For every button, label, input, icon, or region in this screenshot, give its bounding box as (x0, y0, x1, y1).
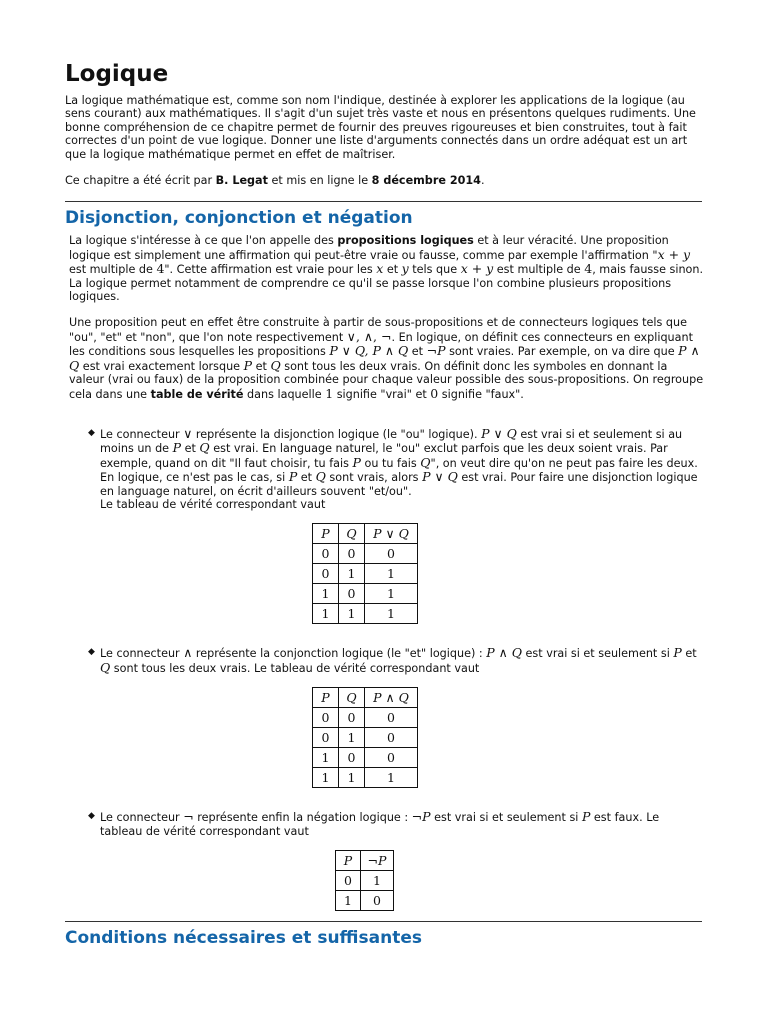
bullet-icon: ◆ (88, 811, 95, 822)
table-header-row (336, 850, 394, 870)
math: P ∧ Q (486, 645, 522, 661)
table-row (313, 564, 418, 584)
table-cell: 1 (313, 604, 339, 624)
math: Q (270, 357, 281, 373)
text: signifie "vrai" et (333, 387, 431, 401)
table-row (313, 544, 418, 564)
bullet-icon: ◆ (88, 427, 95, 438)
math: ¬P (426, 343, 446, 359)
math: ¬P (411, 809, 431, 825)
credit-mid: et mis en ligne le (267, 174, 372, 188)
table-cell: 1 (313, 584, 339, 604)
text: est vrai. En language naturel, le "ou" exclut parfois que les deux soient vrais. Par exemple, quand on dit "Il faut choisir, tu fais (100, 442, 668, 470)
math: P ∨ Q (422, 469, 458, 485)
table-header-cell: Q (339, 524, 365, 544)
math: ∨ (183, 425, 193, 441)
list-item-and (65, 646, 702, 788)
text: sont vrais, alors (325, 471, 423, 485)
paragraph-connecteurs (69, 316, 705, 400)
math: Q (315, 469, 326, 485)
text: La logique s'intéresse à ce que l'on appelle des (69, 234, 338, 248)
table-row (313, 708, 418, 728)
text: et (408, 345, 427, 359)
text: Le connecteur (100, 811, 184, 825)
math: P ∨ Q (481, 425, 517, 441)
text: Le connecteur (100, 427, 184, 441)
math: P (288, 469, 298, 485)
text: est multiple de (493, 263, 585, 277)
math: x (376, 261, 384, 277)
table-cell: 1 (365, 564, 418, 584)
page (65, 60, 702, 949)
math: ¬ (183, 809, 194, 825)
intro-paragraph: La logique mathématique est, comme son nom l'indique, destinée à explorer les applications de la logique (au sens courant) aux mathématiques. Il s'agit d'un sujet très vaste et nous en présentons quelques rudiments. Une bonne compréhension de ce chapitre permet de fournir des preuves rigoureuses et bien construites, tout à fait correctes d'un point de vue logique. Donner une liste d'arguments connectés dans un ordre adéquat est un art que la logique mathématique permet en effet de maîtriser. (65, 94, 696, 161)
section-heading-conditions: Conditions nécessaires et suffisantes (65, 927, 422, 948)
table-cell: 0 (313, 544, 339, 564)
table-cell: 1 (339, 768, 365, 788)
section-heading-disjonction: Disjonction, conjonction et négation (65, 208, 413, 229)
table-header-cell: P ∨ Q (365, 524, 418, 544)
table-cell: 0 (339, 544, 365, 564)
table-cell: 1 (365, 584, 418, 604)
table-header-cell: ¬P (361, 850, 394, 870)
text: tels que (408, 263, 461, 277)
text: Une proposition peut en effet être construite à partir de sous-propositions et de connecteurs logiques tels que "ou", "et" et "non", que l'on note respectivement (69, 316, 688, 344)
table-cell: 1 (339, 604, 365, 624)
text: représente la disjonction logique (le "ou" logique). (192, 427, 482, 441)
text: représente enfin la négation logique : (193, 811, 412, 825)
text: est vrai si et seulement si (430, 811, 582, 825)
table-cell: 0 (339, 584, 365, 604)
math: 4 (156, 261, 165, 277)
table-cell: 1 (365, 604, 418, 624)
table-cell: 0 (336, 870, 361, 890)
text: Le connecteur (100, 647, 184, 661)
text: est vrai si et seulement si (521, 647, 674, 661)
math: P (673, 645, 682, 661)
credit-line (65, 174, 702, 187)
table-cell: 0 (313, 564, 339, 584)
bold-term: table de vérité (150, 387, 244, 401)
connector-list (65, 427, 702, 911)
text: sont tous les deux vrais. Le tableau de vérité correspondant vaut (110, 661, 480, 675)
math: ∧ (183, 645, 193, 661)
math: 0 (430, 385, 439, 401)
text: et à leur véracité. Une proposition logique est simplement une affirmation qui peut-être vraie ou fausse, comme par exemple l'affirmation " (69, 234, 669, 262)
math: y (401, 261, 409, 277)
table-row (313, 748, 418, 768)
text: signifie "faux". (438, 387, 524, 401)
table-cell: 1 (339, 564, 365, 584)
table-cell: 1 (365, 768, 418, 788)
math: 1 (325, 385, 334, 401)
table-header-cell: P (336, 850, 361, 870)
truth-table-and (312, 687, 418, 788)
page-title: Logique (65, 61, 169, 87)
math: P (172, 440, 182, 456)
truth-table-not (335, 850, 394, 911)
text: sont tous les deux vrais. On définit donc les symboles en donnant la valeur (vrai ou faux) de la proposition combinée pour chaque valeur possible des sous-propositions. On regroupe cela dans une (69, 359, 704, 401)
truth-table-or (312, 523, 418, 624)
list-item-or (65, 427, 702, 624)
section-divider (65, 921, 702, 922)
math: 4 (584, 261, 593, 277)
table-cell: 0 (313, 728, 339, 748)
text: ", on veut dire qu'on ne peut pas faire les deux. En logique, ce n'est pas le cas, si (100, 456, 698, 485)
text: est multiple de (69, 263, 157, 277)
bold-term: propositions logiques (337, 234, 474, 248)
table-row (313, 584, 418, 604)
table-cell: 0 (365, 544, 418, 564)
math: P ∨ Q, P ∧ Q (329, 343, 409, 359)
text: et (252, 359, 271, 373)
text: ou tu fais (360, 456, 421, 470)
publish-date: 8 décembre 2014 (371, 174, 481, 188)
text: dans laquelle (243, 387, 326, 401)
text: ". Cette affirmation est vraie pour les (164, 263, 377, 277)
credit-prefix: Ce chapitre a été écrit par (65, 174, 216, 188)
table-header-row (313, 524, 418, 544)
table-cell: 1 (313, 768, 339, 788)
author-name: B. Legat (215, 174, 268, 188)
text: et (681, 647, 697, 661)
text: est vrai exactement lorsque (79, 359, 244, 373)
table-header-cell: P (313, 688, 339, 708)
text: et (383, 263, 402, 277)
text: et (297, 471, 316, 485)
table-cell: 0 (361, 890, 394, 910)
text: est vrai si et seulement si au moins un de (100, 427, 683, 456)
math: Q (199, 440, 210, 456)
credit-end: . (480, 174, 485, 188)
table-cell: 0 (365, 748, 418, 768)
table-cell: 1 (336, 890, 361, 910)
math: P (352, 454, 361, 470)
table-cell: 0 (365, 708, 418, 728)
math: Q (420, 454, 431, 470)
table-row (313, 728, 418, 748)
math: P ∧ Q (69, 343, 700, 373)
table-cell: 1 (339, 728, 365, 748)
text: est vrai. Pour faire une disjonction logique en language naturel, on écrit d'ailleurs souvent "et/ou". (100, 471, 698, 498)
table-row (313, 768, 418, 788)
table-row (336, 890, 394, 910)
table-cell: 0 (365, 728, 418, 748)
math: x + y (460, 261, 494, 277)
table-intro: Le tableau de vérité correspondant vaut (100, 497, 326, 511)
table-header-row (313, 688, 418, 708)
table-cell: 0 (339, 748, 365, 768)
table-header-cell: P ∧ Q (365, 688, 418, 708)
text: et (181, 442, 200, 456)
math: P (581, 809, 591, 825)
text: , mais fausse sinon. La logique permet notamment de comprendre ce qu'il se passe lorsque l'on combine plusieurs propositions logiques. (69, 263, 704, 304)
text: sont vraies. Par exemple, on va dire que (445, 345, 679, 359)
list-item-not (65, 810, 702, 911)
math: x + y (657, 246, 691, 262)
table-header-cell: Q (339, 688, 365, 708)
table-cell: 1 (313, 748, 339, 768)
table-row (313, 604, 418, 624)
table-cell: 0 (313, 708, 339, 728)
paragraph-propositions (69, 234, 705, 303)
math: Q (100, 659, 111, 675)
table-row (336, 870, 394, 890)
math: P (243, 357, 253, 373)
text: . En logique, on définit ces connecteurs en expliquant les conditions sous lesquelles les propositions (69, 330, 693, 359)
section-divider (65, 201, 702, 202)
text: est faux. Le tableau de vérité correspondant vaut (100, 811, 660, 838)
math: ∨, ∧, ¬ (346, 328, 392, 344)
table-cell: 0 (339, 708, 365, 728)
table-header-cell: P (313, 524, 339, 544)
table-cell: 1 (361, 870, 394, 890)
text: représente la conjonction logique (le "et" logique) : (192, 647, 487, 661)
bullet-icon: ◆ (88, 647, 95, 658)
